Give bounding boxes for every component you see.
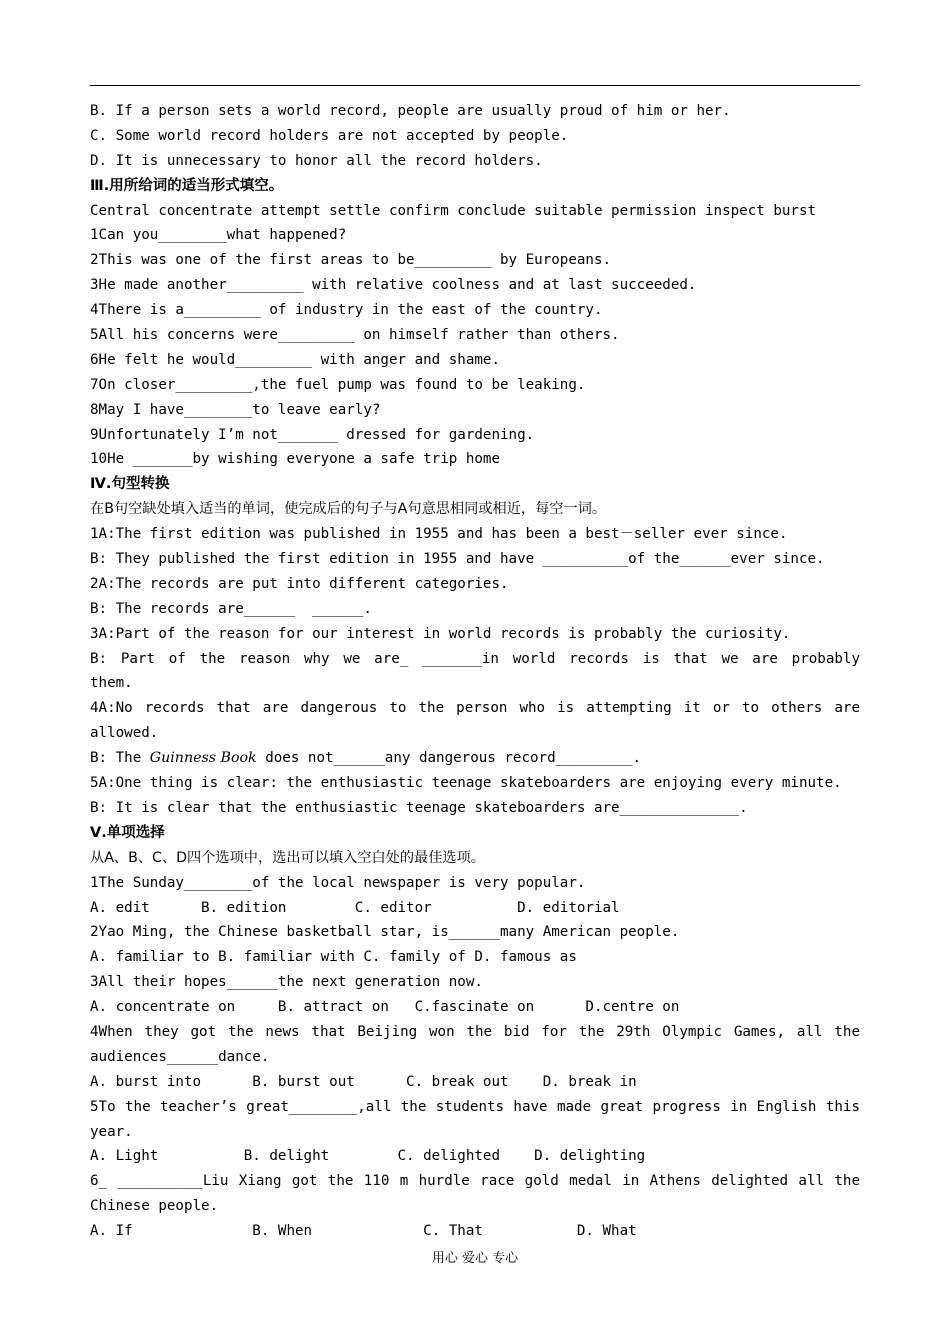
line-suffix: does not______any dangerous record_________. [256, 750, 642, 767]
page-footer: 用心 爱心 专心 [431, 1251, 519, 1266]
question-line: 10He _______by wishing everyone a safe trip home [90, 451, 500, 468]
section-heading-3: Ⅲ.用所给词的适当形式填空。 [90, 177, 284, 194]
question-line: B: They published the first edition in 1955 and have __________of the______ever since. [90, 551, 825, 568]
question-line: 4When they got the news that Beijing won the bid for the 29th Olympic Games, all the [90, 1023, 860, 1040]
header-rule [90, 85, 860, 86]
question-line: 3He made another_________ with relative coolness and at last succeeded. [90, 277, 697, 294]
question-line: 4A:No records that are dangerous to the person who is attempting it or to others are [90, 700, 860, 717]
line-prefix: B: The [90, 750, 150, 767]
question-line: 7On closer_________,the fuel pump was found to be leaking. [90, 376, 586, 393]
question-line: B: It is clear that the enthusiastic teenage skateboarders are______________. [90, 799, 748, 816]
question-line: 8May I have________to leave early? [90, 401, 381, 418]
option-line: A. edit B. edition C. editor D. editorial [90, 899, 620, 916]
question-line: 3All their hopes______the next generation now. [90, 974, 483, 991]
question-line: 5To the teacher’s great________,all the students have made great progress in English this [90, 1098, 860, 1115]
question-line: 2A:The records are put into different categories. [90, 575, 509, 592]
question-line: audiences______dance. [90, 1048, 270, 1065]
option-line: A. concentrate on B. attract on C.fascinate on D.centre on [90, 999, 680, 1016]
question-line: year. [90, 1123, 133, 1140]
option-line: A. If B. When C. That D. What [90, 1223, 637, 1240]
option-line: C. Some world record holders are not accepted by people. [90, 127, 569, 144]
section-heading-5: Ⅴ.单项选择 [90, 824, 165, 841]
question-line: 9Unfortunately I’m not_______ dressed for gardening. [90, 426, 535, 443]
option-line: A. familiar to B. familiar with C. family of D. famous as [90, 949, 577, 966]
question-line: them. [90, 675, 133, 692]
question-line: allowed. [90, 725, 159, 742]
question-line: 3A:Part of the reason for our interest in world records is probably the curiosity. [90, 625, 791, 642]
option-line: A. burst into B. burst out C. break out D. break in [90, 1073, 637, 1090]
question-line: 6_ __________Liu Xiang got the 110 m hurdle race gold medal in Athens delighted all the [90, 1173, 860, 1190]
word-bank: Central concentrate attempt settle confirm conclude suitable permission inspect burst [90, 202, 817, 219]
question-line: 5A:One thing is clear: the enthusiastic teenage skateboarders are enjoying every minute. [90, 775, 842, 792]
option-line: D. It is unnecessary to honor all the record holders. [90, 152, 543, 169]
section-instruction: 在B句空缺处填入适当的单词，使完成后的句子与A句意思相同或相近，每空一词。 [90, 501, 607, 518]
question-line [90, 746, 860, 771]
question-line: 2Yao Ming, the Chinese basketball star, is______many American people. [90, 924, 680, 941]
question-line: 5All his concerns were_________ on himself rather than others. [90, 327, 620, 344]
question-line: 6He felt he would_________ with anger and shame. [90, 351, 500, 368]
question-line: 4There is a_________ of industry in the east of the country. [90, 302, 603, 319]
document-body [90, 99, 860, 1244]
question-line: 2This was one of the first areas to be_________ by Europeans. [90, 252, 612, 269]
question-line: 1A:The first edition was published in 1955 and has been a best－seller ever since. [90, 526, 788, 543]
question-line: B: Part of the reason why we are_ _______in world records is that we are probably [90, 650, 860, 667]
section-heading-4: Ⅳ.句型转换 [90, 476, 170, 493]
question-line: Chinese people. [90, 1198, 219, 1215]
option-line: A. Light B. delight C. delighted D. delighting [90, 1148, 646, 1165]
question-line: 1Can you________what happened? [90, 227, 347, 244]
section-instruction: 从A、B、C、D四个选项中，选出可以填入空白处的最佳选项。 [90, 849, 485, 866]
book-title: Guinness Book [149, 750, 257, 767]
question-line: B: The records are______ ______. [90, 600, 372, 617]
question-line: 1The Sunday________of the local newspaper is very popular. [90, 874, 586, 891]
option-line: B. If a person sets a world record, people are usually proud of him or her. [90, 103, 731, 119]
